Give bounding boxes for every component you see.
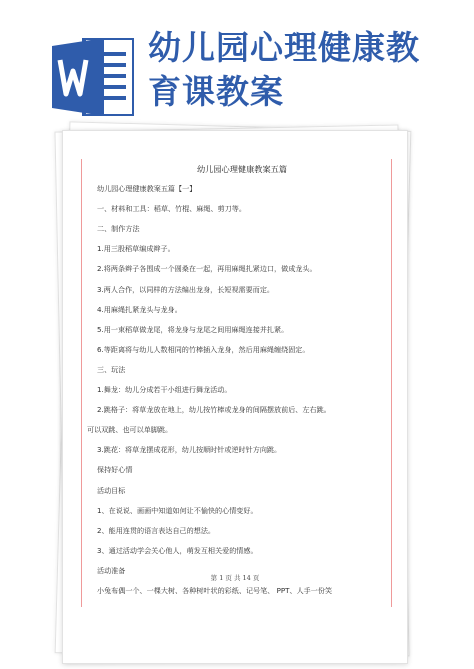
paragraph: 活动准备 bbox=[97, 565, 126, 575]
paragraph: 保持好心情 bbox=[97, 465, 133, 475]
paragraph: 三、玩法 bbox=[97, 364, 126, 374]
page-body bbox=[87, 159, 387, 601]
paragraph: 6.等距离将与幼儿人数相同的竹棒插入龙身，然后用麻绳缠绕固定。 bbox=[97, 344, 310, 354]
document-title bbox=[148, 26, 420, 114]
paragraph: 二、制作方法 bbox=[97, 224, 140, 234]
title-line-2: 育课教案 bbox=[148, 72, 284, 111]
document-page bbox=[62, 130, 408, 664]
right-margin-line bbox=[391, 159, 392, 607]
paragraph: 3.两人合作，以同样的方法编出龙身，长短视需要而定。 bbox=[97, 284, 275, 294]
paragraph: 4.用麻绳扎紧龙头与龙身。 bbox=[97, 304, 182, 314]
word-document-icon bbox=[52, 38, 134, 116]
document-preview bbox=[56, 126, 414, 666]
paragraph: 1.用三股稻草编成辫子。 bbox=[97, 244, 175, 254]
banner bbox=[0, 0, 474, 118]
paragraph: 2、能用连贯的语言表达自己的想法。 bbox=[97, 525, 216, 535]
page-heading: 幼儿园心理健康教案五篇 bbox=[196, 164, 288, 174]
left-margin-line bbox=[81, 159, 82, 607]
title-line-1: 幼儿园心理健康教 bbox=[148, 28, 420, 67]
paragraph: 1.舞龙：幼儿分成若干小组进行舞龙活动。 bbox=[97, 385, 232, 395]
paragraph: 1、在说说、画画中知道如何让不愉快的心情变好。 bbox=[97, 505, 258, 515]
page-footer: 第 1 页 共 14 页 bbox=[210, 574, 260, 582]
paragraph: 3、通过活动学会关心他人，萌发互相关爱的情感。 bbox=[97, 545, 258, 555]
paragraph: 5.用一束稻草做龙尾，将龙身与龙尾之间用麻绳连接并扎紧。 bbox=[97, 324, 289, 334]
paragraph: 小兔布偶一个、一棵大树、各种树叶状的彩纸、记号笔、 PPT、人手一份笑 bbox=[97, 585, 333, 595]
paragraph: 2.跳格子：将草龙放在地上，幼儿按竹棒或龙身的间隔摆放前后、左右跳。 bbox=[97, 405, 331, 415]
paragraph: 3.跳花：将草龙摆成花形，幼儿按顺时针或逆时针方向跳。 bbox=[97, 445, 282, 455]
paragraph: 2.将两条辫子各围成一个圆桑在一起，再用麻绳扎紧边口，做成龙头。 bbox=[97, 264, 317, 274]
paragraph: 活动目标 bbox=[97, 485, 126, 495]
paragraph: 可以双跳、也可以单脚跳。 bbox=[87, 425, 173, 435]
paragraph: 幼儿园心理健康教案五篇【一】 bbox=[97, 184, 197, 194]
paragraph: 一、材料和工具：稻草、竹棍、麻绳、剪刀等。 bbox=[97, 204, 246, 214]
